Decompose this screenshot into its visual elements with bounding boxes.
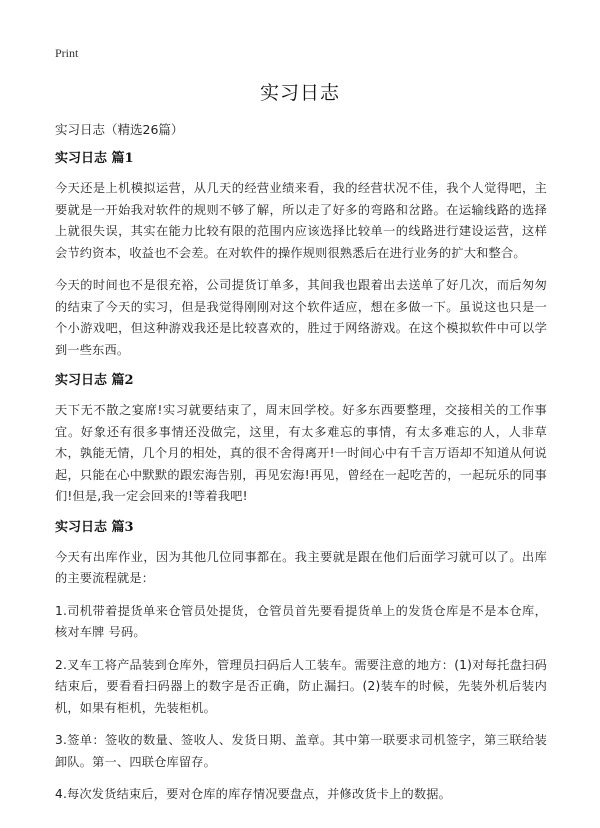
section-heading: 实习日志 篇3 bbox=[55, 519, 134, 535]
paragraph: 今天的时间也不是很充裕，公司提货订单多，其间我也跟着出去送单了好几次，而后匆匆的结束了今天的实习，但是我觉得刚刚对这个软件适应，想在多做一下。虽说这也只是一个小游戏吧，但这种游戏我还是比较喜欢的，胜过于网络游戏。在这个模拟软件中可以学到一些东西。 bbox=[55, 278, 547, 357]
paragraph: 今天还是上机模拟运营，从几天的经营业绩来看，我的经营状况不佳，我个人觉得吧，主要就是一开始我对软件的规则不够了解，所以走了好多的弯路和岔路。在运输线路的选择上就很失误，其实在能力比较有限的范围内应该选择比较单一的线路进行建设运营，这样会节约资本，收益也不会差。在对软件的操作规则很熟悉后在进行业务的扩大和整合。 bbox=[55, 181, 547, 260]
list-item: 4.每次发货结束后，要对仓库的库存情况要盘点，并修改货卡上的数据。 bbox=[55, 787, 452, 801]
section-1 bbox=[55, 150, 547, 361]
section-2 bbox=[55, 372, 547, 508]
list-item: 2.叉车工将产品装到仓库外，管理员扫码后人工装车。需要注意的地方：(1)对每托盘扫码结束后，要看看扫码器上的数字是否正确，防止漏扫。(2)装车的时候，先装外机后装内机，如果有柜机，先装柜机。 bbox=[55, 657, 547, 715]
paragraph: 天下无不散之宴席!实习就要结束了，周末回学校。好多东西要整理，交接相关的工作事宜。好象还有很多事情还没做完，这里，有太多难忘的事情，有太多难忘的人，人非草木，孰能无情，几个月的相处，真的很不舍得离开!一时间心中有千言万语却不知道从何说起，只能在心中默默的跟宏海告别，再见宏海!再见，曾经在一起吃苦的，一起玩乐的同事们!但是,我一定会回来的!等着我吧! bbox=[55, 403, 547, 503]
section-3 bbox=[55, 519, 547, 806]
page-title: 实习日志 bbox=[259, 82, 340, 104]
paragraph: 今天有出库作业，因为其他几位同事都在。我主要就是跟在他们后面学习就可以了。出库的主要流程就是： bbox=[55, 549, 547, 585]
document-body bbox=[55, 150, 547, 817]
print-link[interactable]: Print bbox=[55, 46, 79, 60]
list-item: 3.签单：签收的数量、签收人、发货日期、盖章。其中第一联要求司机签字，第三联给装卸队。第一、四联仓库留存。 bbox=[55, 733, 547, 769]
document-subtitle: 实习日志（精选26篇） bbox=[55, 122, 184, 137]
section-heading: 实习日志 篇1 bbox=[55, 151, 134, 166]
section-heading: 实习日志 篇2 bbox=[55, 373, 134, 388]
list-item: 1.司机带着提货单来仓管员处提货，仓管员首先要看提货单上的发货仓库是不是本仓库，核对车牌 号码。 bbox=[55, 603, 547, 639]
